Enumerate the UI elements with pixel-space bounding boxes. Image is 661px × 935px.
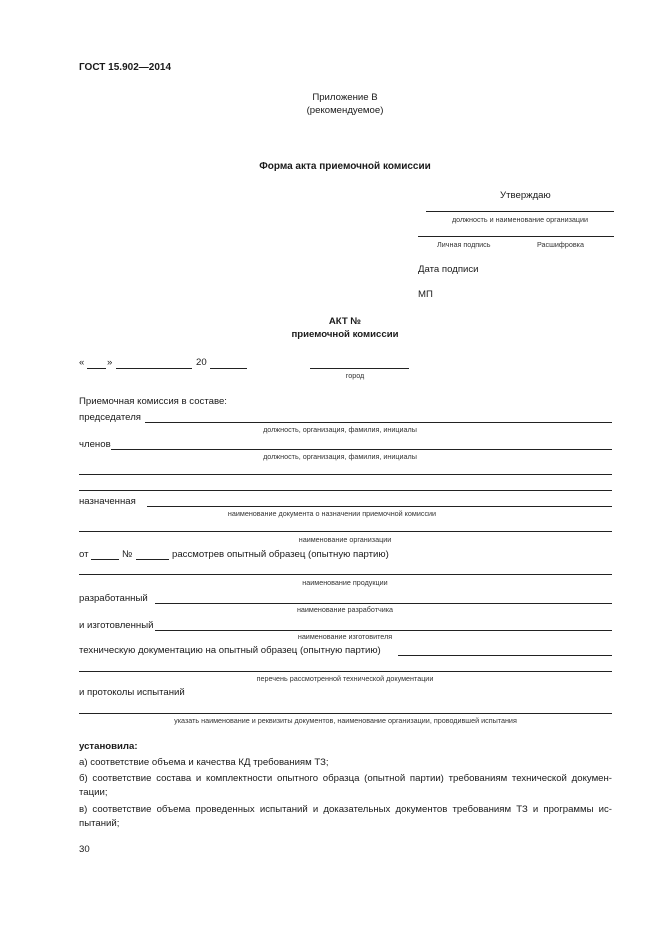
standard-header: ГОСТ 15.902—2014 [79,62,172,73]
appointed-caption: наименование документа о назначении приемочной комиссии [227,509,437,518]
developed-label: разработанный [79,593,148,604]
position-caption: должность и наименование организации [451,215,589,224]
tech-docs-caption: перечень рассмотренной технической документации [256,674,434,683]
city-line [310,368,409,369]
manufacturer-caption: наименование изготовителя [297,632,393,641]
month-line [116,368,192,369]
test-protocols-line [79,713,612,714]
from-date-line [91,559,119,560]
form-title: Форма акта приемочной комиссии [259,161,431,172]
test-protocols-caption: указать наименование и реквизиты документов, наименование организации, проводившей испытания [174,716,517,725]
tech-docs-line-2 [79,671,612,672]
developer-line [155,603,612,604]
signature-caption: Личная подпись [437,240,491,249]
act-subtitle: приемочной комиссии [291,329,399,340]
city-caption: город [345,371,365,380]
manufactured-label: и изготовленный [79,620,154,631]
appointed-line [147,506,612,507]
chairman-caption: должность, организация, фамилия, инициалы [263,425,417,434]
test-protocols-label: и протоколы испытаний [79,687,185,698]
decoding-caption: Расшифровка [537,240,584,249]
members-line [111,449,612,450]
finding-c-line2: пытаний; [79,818,120,829]
established-label: установила: [79,741,138,752]
organization-line [79,531,612,532]
approve-label: Утверждаю [500,190,551,201]
finding-b-line2: тации; [79,787,108,798]
signature-line [418,236,614,237]
members-line-2 [79,474,612,475]
reviewed-label: рассмотрев опытный образец (опытную партию) [172,549,389,560]
appendix-title: Приложение В [312,92,378,103]
page-number: 30 [79,844,90,855]
members-line-3 [79,490,612,491]
appendix-subtitle: (рекомендуемое) [306,105,384,116]
tech-docs-label: техническую документацию на опытный образец (опытную партию) [79,645,381,656]
year-line [210,368,247,369]
tech-docs-line [398,655,612,656]
product-caption: наименование продукции [302,578,388,587]
finding-b-line1: б) соответствие состава и комплектности опытного образца (опытной партии) требованиям технической докумен- [79,773,612,784]
product-line [79,574,612,575]
position-line [426,211,614,212]
day-line [87,368,106,369]
open-quote: « [79,357,85,368]
chairman-line [145,422,612,423]
finding-a: а) соответствие объема и качества КД требованиям ТЗ; [79,757,329,768]
act-title: АКТ № [328,316,362,327]
year-prefix: 20 [196,357,207,368]
number-label: № [122,549,133,560]
close-quote: » [107,357,113,368]
members-label: членов [79,439,111,450]
members-caption: должность, организация, фамилия, инициалы [263,452,417,461]
sign-date-label: Дата подписи [418,264,479,275]
from-label: от [79,549,89,560]
chairman-label: председателя [79,412,141,423]
manufacturer-line [155,630,612,631]
number-line [136,559,169,560]
stamp-label: МП [418,289,433,300]
appointed-label: назначенная [79,496,136,507]
finding-c-line1: в) соответствие объема проведенных испытаний и доказательных документов требованиям ТЗ и программы ис- [79,804,612,815]
developer-caption: наименование разработчика [296,605,394,614]
organization-caption: наименование организации [298,535,392,544]
commission-composition: Приемочная комиссия в составе: [79,396,227,407]
